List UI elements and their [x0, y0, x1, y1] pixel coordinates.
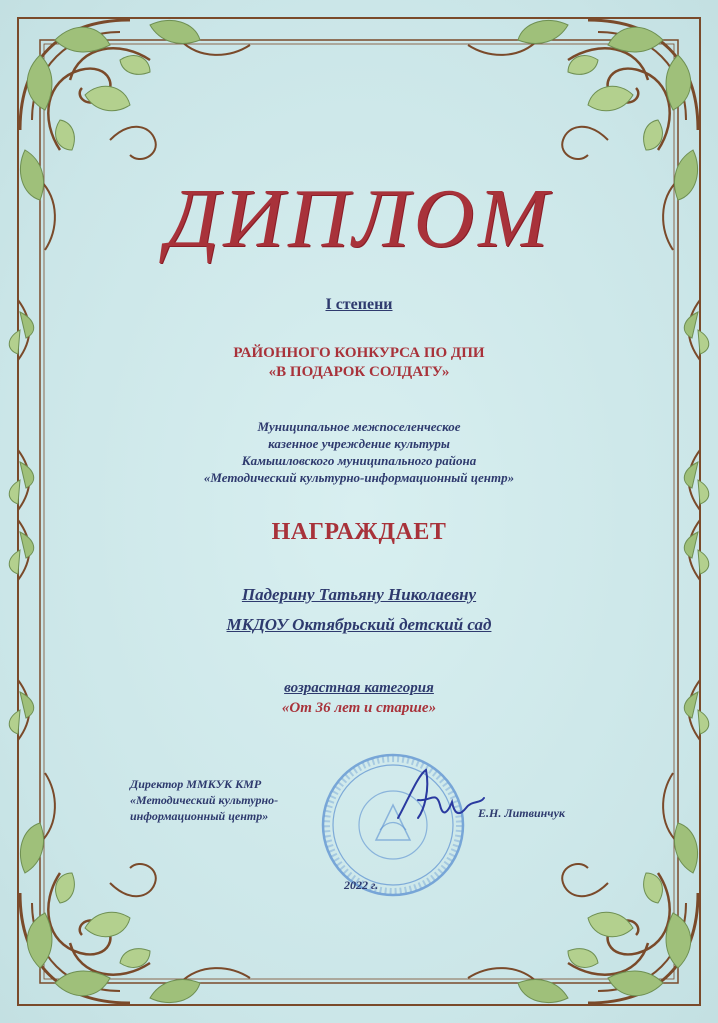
org-line-4: «Методический культурно-информационный центр» — [203, 470, 515, 485]
org-line-1: Муниципальное межпоселенческое — [257, 419, 461, 434]
diploma-degree: I степени — [325, 296, 393, 313]
recipient-org: МКДОУ Октябрьский детский сад — [226, 615, 492, 634]
recipient-name: Падерину Татьяну Николаевну — [241, 585, 477, 604]
issue-year: 2022 г. — [344, 878, 379, 892]
org-line-3: Камышловского муниципального района — [241, 453, 477, 468]
awards-heading: НАГРАЖДАЕТ — [271, 519, 447, 545]
organization-name — [0, 418, 718, 486]
signer-name: Е.Н. Литвинчук — [478, 806, 565, 820]
org-line-2: казенное учреждение культуры — [268, 436, 450, 451]
director-line-2: «Методический культурно- — [130, 793, 279, 807]
contest-line-2: «В ПОДАРОК СОЛДАТУ» — [268, 364, 450, 380]
contest-name — [0, 344, 718, 382]
director-line-1: Директор ММКУК КМР — [130, 777, 262, 791]
age-category — [0, 678, 718, 718]
contest-line-1: РАЙОННОГО КОНКУРСА ПО ДПИ — [233, 345, 485, 361]
diploma-title: ДИПЛОМ — [165, 172, 553, 265]
category-label: возрастная категория — [284, 680, 434, 696]
director-line-3: информационный центр» — [130, 809, 269, 823]
recipient — [0, 580, 718, 640]
category-value: «От 36 лет и старше» — [281, 700, 437, 716]
handwritten-signature — [388, 760, 488, 830]
director-title — [130, 776, 278, 824]
